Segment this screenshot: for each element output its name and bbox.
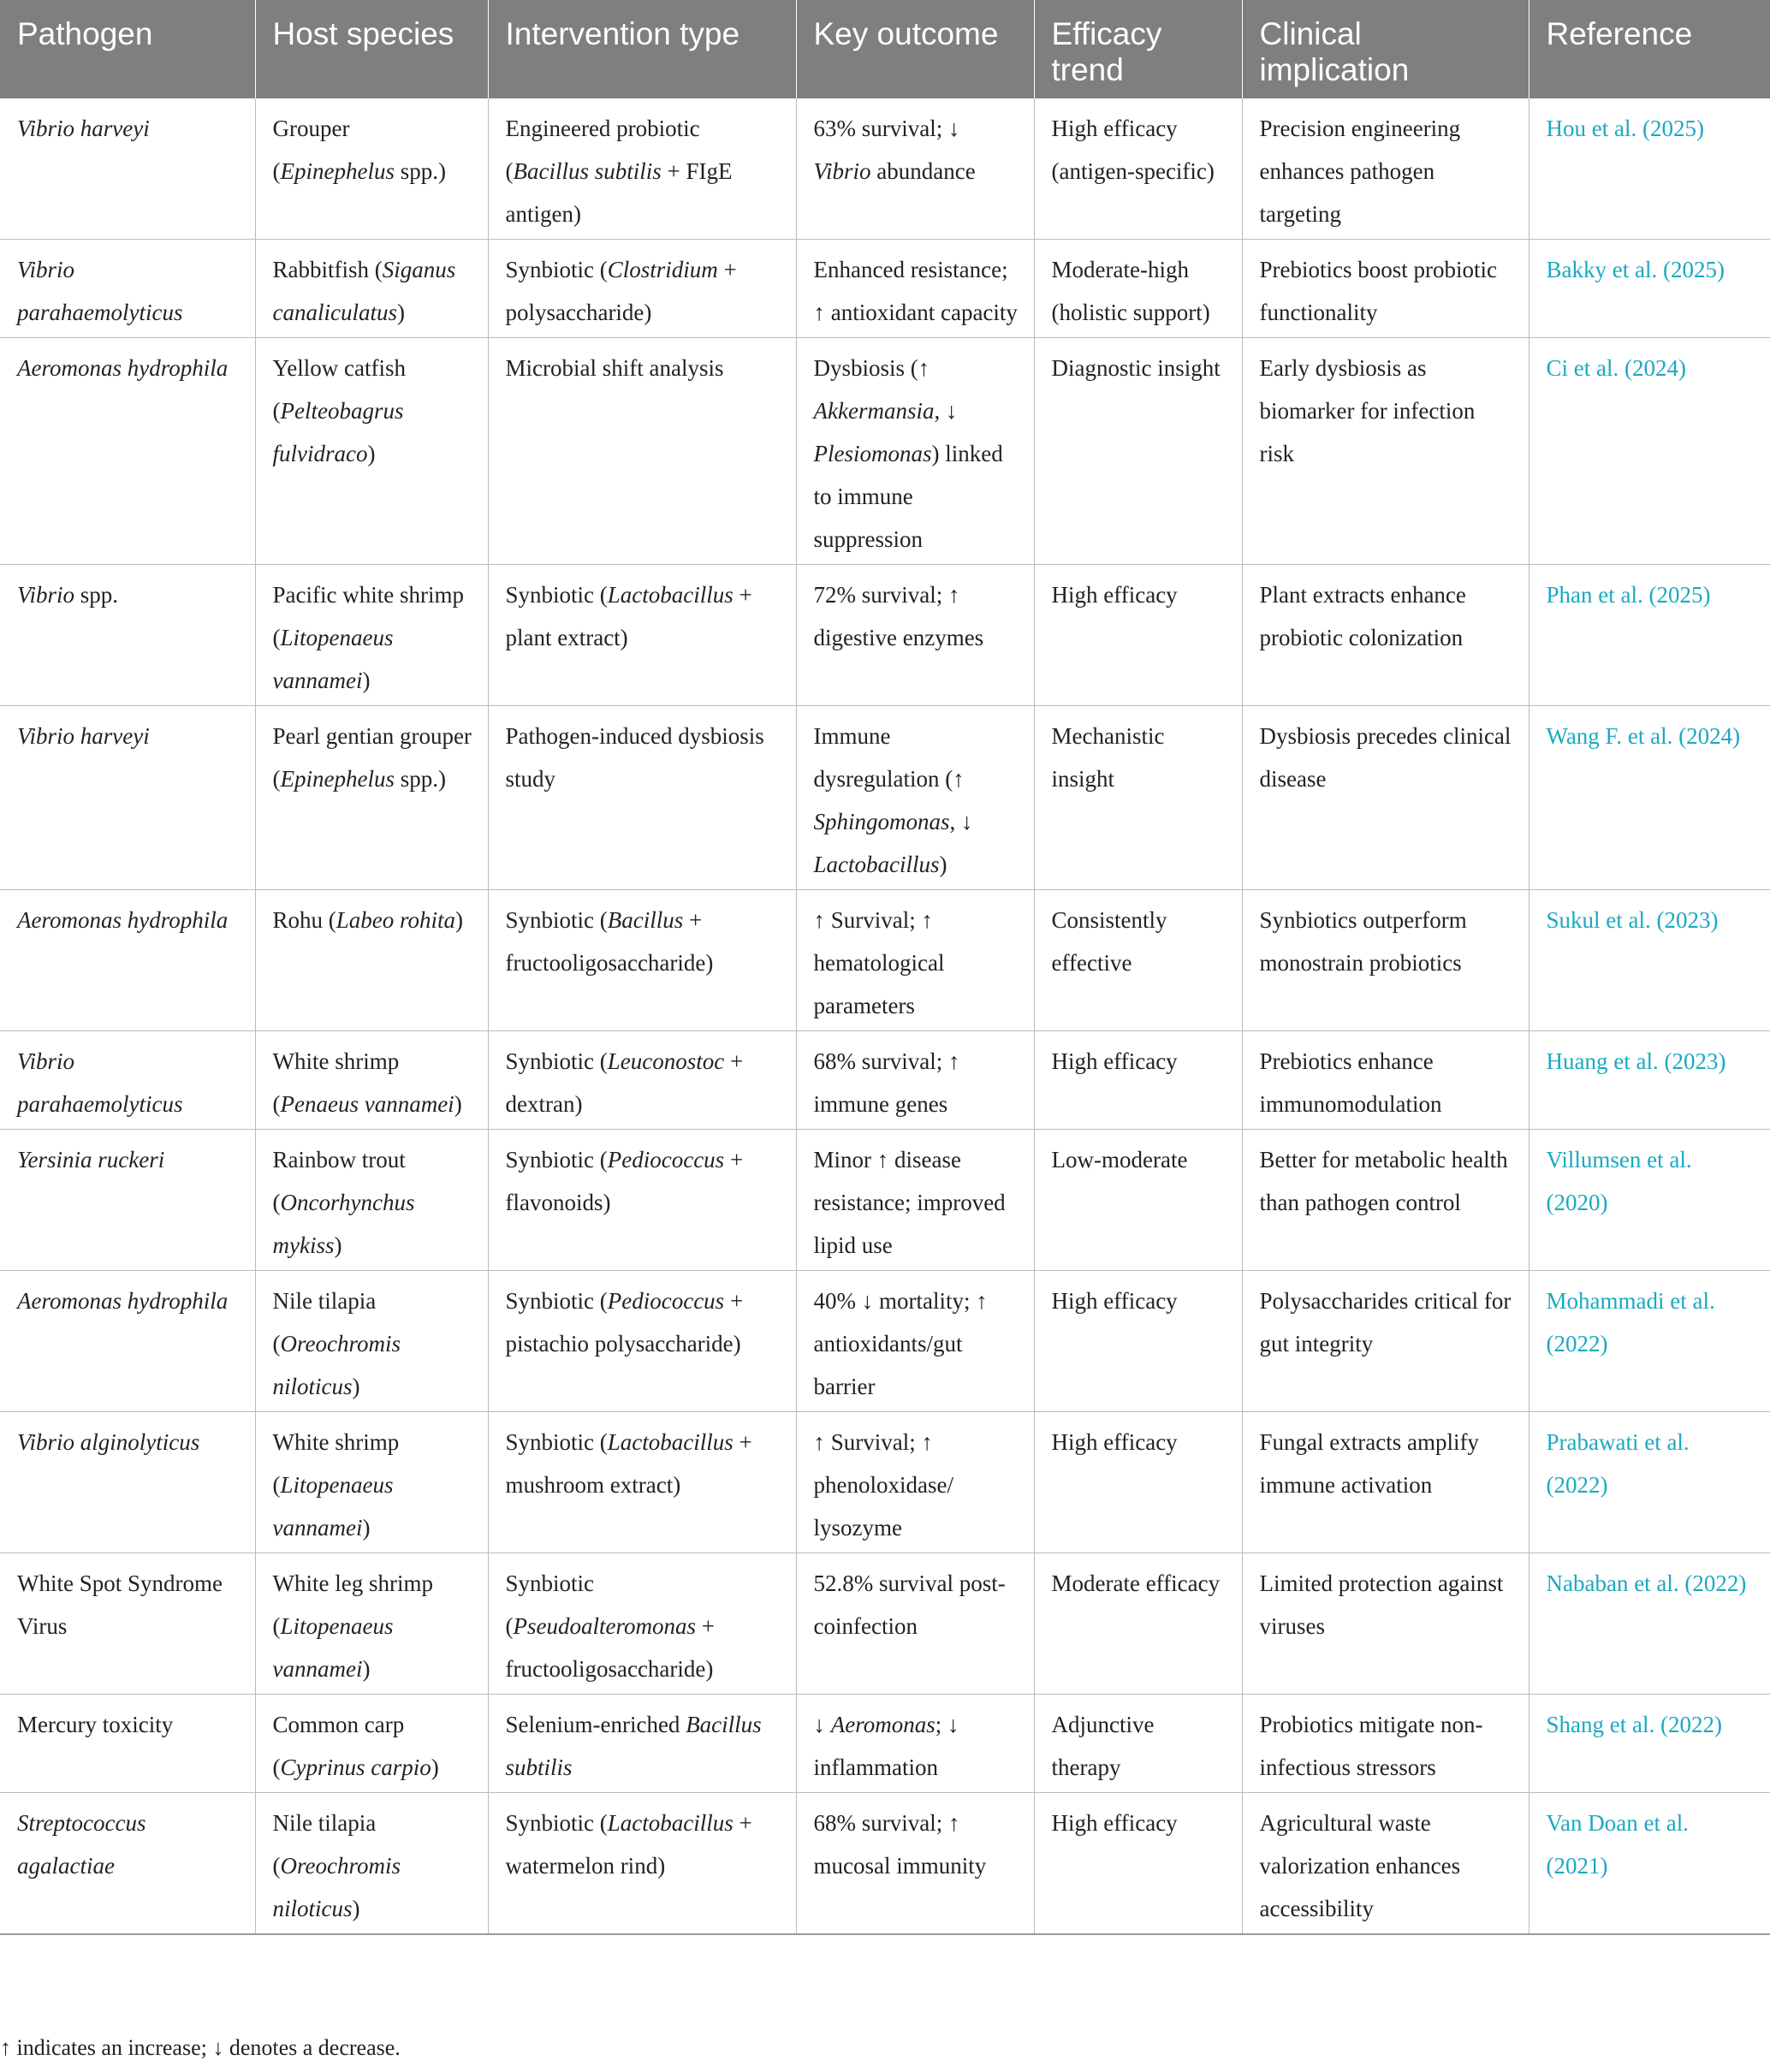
cell-efficacy-trend: Diagnostic insight (1034, 338, 1242, 565)
text-segment: Oncorhynchus mykiss (272, 1190, 415, 1258)
cell-key-outcome (796, 1695, 1034, 1793)
cell-intervention-type (488, 1553, 796, 1695)
cell-clinical-implication: Plant extracts enhance probiotic colonization (1242, 565, 1529, 706)
cell-clinical-implication: Agricultural waste valorization enhances accessibility (1242, 1793, 1529, 1935)
header-host-species: Host species (255, 0, 488, 98)
cell-reference-link[interactable]: Huang et al. (2023) (1529, 1031, 1770, 1130)
header-intervention-type: Intervention type (488, 0, 796, 98)
text-segment: Litopenaeus vannamei (272, 1613, 394, 1682)
header-key-outcome: Key outcome (796, 0, 1034, 98)
cell-reference-link[interactable]: Shang et al. (2022) (1529, 1695, 1770, 1793)
cell-reference-link[interactable]: Phan et al. (2025) (1529, 565, 1770, 706)
header-clinical-implication: Clinical implication (1242, 0, 1529, 98)
text-segment: Yellow catfish ( (272, 355, 407, 424)
cell-host-species (255, 1412, 488, 1553)
text-segment: Vibrio harveyi (17, 723, 150, 749)
text-segment: + plant extract) (505, 582, 752, 650)
text-segment: ) (362, 668, 371, 693)
text-segment: Labeo rohita (336, 907, 456, 933)
cell-key-outcome (796, 1130, 1034, 1271)
text-segment: ) (362, 1656, 371, 1682)
cell-clinical-implication: Probiotics mitigate non-infectious stressors (1242, 1695, 1529, 1793)
cell-clinical-implication: Synbiotics outperform monostrain probiotics (1242, 890, 1529, 1031)
cell-key-outcome (796, 1271, 1034, 1412)
cell-key-outcome (796, 1031, 1034, 1130)
text-segment: ) (352, 1896, 360, 1921)
cell-reference-link[interactable]: Wang F. et al. (2024) (1529, 706, 1770, 890)
cell-host-species (255, 338, 488, 565)
text-segment: Epinephelus (280, 766, 395, 792)
cell-pathogen (0, 1793, 255, 1935)
text-segment: Pseudoalteromonas (513, 1613, 696, 1639)
text-segment: 63% survival; ↓ (813, 116, 960, 141)
text-segment: Bacillus subtilis (513, 158, 662, 184)
cell-host-species (255, 98, 488, 240)
cell-host-species (255, 1130, 488, 1271)
text-segment: Lactobacillus (813, 852, 940, 877)
text-segment: Sphingomonas (813, 809, 950, 834)
text-segment: Aeromonas hydrophila (17, 355, 229, 381)
cell-key-outcome (796, 1793, 1034, 1935)
table-row (0, 338, 1770, 565)
cell-key-outcome (796, 1553, 1034, 1695)
cell-intervention-type (488, 1031, 796, 1130)
text-segment: Oreochromis niloticus (272, 1853, 401, 1921)
text-segment: + fructooligosaccharide) (505, 1613, 715, 1682)
cell-key-outcome (796, 1412, 1034, 1553)
cell-reference-link[interactable]: Hou et al. (2025) (1529, 98, 1770, 240)
text-segment: Vibrio harveyi (17, 116, 150, 141)
header-pathogen: Pathogen (17, 16, 153, 51)
cell-reference-link[interactable]: Sukul et al. (2023) (1529, 890, 1770, 1031)
cell-pathogen (0, 240, 255, 338)
cell-intervention-type (488, 890, 796, 1031)
text-segment: Rabbitfish ( (272, 257, 383, 282)
text-segment: Oreochromis niloticus (272, 1331, 401, 1399)
text-segment: ) (939, 852, 947, 877)
cell-efficacy-trend: Mechanistic insight (1034, 706, 1242, 890)
cell-efficacy-trend: High efficacy (1034, 1271, 1242, 1412)
cell-clinical-implication: Prebiotics boost probiotic functionality (1242, 240, 1529, 338)
text-segment: 72% survival; ↑ digestive enzymes (813, 582, 984, 650)
cell-pathogen (0, 1412, 255, 1553)
text-segment: ) (362, 1515, 371, 1541)
text-segment: ) (455, 907, 464, 933)
cell-pathogen (0, 1031, 255, 1130)
cell-reference-link[interactable]: Bakky et al. (2025) (1529, 240, 1770, 338)
cell-efficacy-trend: High efficacy (1034, 1412, 1242, 1553)
table-row (0, 1553, 1770, 1695)
cell-key-outcome (796, 565, 1034, 706)
cell-reference-link[interactable]: Van Doan et al. (2021) (1529, 1793, 1770, 1935)
table-row (0, 1695, 1770, 1793)
cell-clinical-implication: Precision engineering enhances pathogen targeting (1242, 98, 1529, 240)
text-segment: Pacific white shrimp ( (272, 582, 464, 650)
text-segment: + fructooligosaccharide) (505, 907, 714, 976)
text-segment: ) linked to immune suppression (813, 441, 1003, 552)
cell-pathogen (0, 1130, 255, 1271)
table-row (0, 98, 1770, 240)
text-segment: Synbiotic ( (505, 1570, 595, 1639)
text-segment: Synbiotic ( (505, 257, 608, 282)
text-segment: + mushroom extract) (505, 1429, 752, 1498)
cell-efficacy-trend: Adjunctive therapy (1034, 1695, 1242, 1793)
text-segment: ) (454, 1091, 462, 1117)
text-segment: Engineered probiotic ( (505, 116, 700, 184)
cell-reference-link[interactable]: Ci et al. (2024) (1529, 338, 1770, 565)
cell-clinical-implication: Better for metabolic health than pathogen control (1242, 1130, 1529, 1271)
cell-intervention-type (488, 1130, 796, 1271)
cell-host-species (255, 1793, 488, 1935)
cell-key-outcome (796, 706, 1034, 890)
table-footnote: ↑ indicates an increase; ↓ denotes a decrease. (0, 2035, 401, 2060)
cell-intervention-type (488, 1695, 796, 1793)
cell-reference-link[interactable]: Nababan et al. (2022) (1529, 1553, 1770, 1695)
cell-key-outcome (796, 240, 1034, 338)
cell-intervention-type (488, 98, 796, 240)
cell-host-species (255, 565, 488, 706)
text-segment: Penaeus vannamei (280, 1091, 454, 1117)
cell-host-species (255, 1271, 488, 1412)
text-segment: abundance (870, 158, 976, 184)
text-segment: 68% survival; ↑ mucosal immunity (813, 1810, 987, 1879)
text-segment: 52.8% survival post-coinfection (813, 1570, 1006, 1639)
cell-efficacy-trend: High efficacy (1034, 1793, 1242, 1935)
cell-efficacy-trend: High efficacy (antigen-specific) (1034, 98, 1242, 240)
cell-clinical-implication: Dysbiosis precedes clinical disease (1242, 706, 1529, 890)
table-row (0, 1130, 1770, 1271)
text-segment: Yersinia ruckeri (17, 1147, 165, 1173)
text-segment: spp.) (394, 766, 446, 792)
text-segment: Cyprinus carpio (280, 1754, 431, 1780)
cell-reference-link[interactable]: Villumsen et al. (2020) (1529, 1130, 1770, 1271)
text-segment: White leg shrimp ( (272, 1570, 433, 1639)
text-segment: Vibrio parahaemolyticus (17, 1048, 183, 1117)
text-segment: Lactobacillus (607, 1810, 734, 1836)
cell-intervention-type (488, 338, 796, 565)
text-segment: Enhanced resistance; ↑ antioxidant capacity (813, 257, 1018, 325)
text-segment: Clostridium (607, 257, 718, 282)
cell-host-species (255, 706, 488, 890)
text-segment: Siganus canaliculatus (272, 257, 456, 325)
cell-pathogen (0, 1695, 255, 1793)
text-segment: + polysaccharide) (505, 257, 737, 325)
table-row (0, 1793, 1770, 1935)
text-segment: Selenium-enriched (505, 1712, 686, 1737)
text-segment: spp. (74, 582, 119, 608)
cell-intervention-type (488, 1412, 796, 1553)
text-segment: Lactobacillus (607, 582, 734, 608)
text-segment: Vibrio parahaemolyticus (17, 257, 183, 325)
cell-host-species (255, 1031, 488, 1130)
cell-host-species (255, 890, 488, 1031)
table-row (0, 1412, 1770, 1553)
text-segment: Synbiotic ( (505, 1429, 608, 1455)
text-segment: Pearl gentian grouper ( (272, 723, 472, 792)
cell-key-outcome (796, 890, 1034, 1031)
text-segment: Minor ↑ disease resistance; improved lipid use (813, 1147, 1006, 1258)
text-segment: Immune dysregulation (↑ (813, 723, 965, 792)
cell-intervention-type (488, 1793, 796, 1935)
cell-efficacy-trend: Moderate efficacy (1034, 1553, 1242, 1695)
text-segment: Litopenaeus vannamei (272, 625, 394, 693)
cell-clinical-implication: Early dysbiosis as biomarker for infection risk (1242, 338, 1529, 565)
table-header (0, 0, 1770, 98)
text-segment: Synbiotic ( (505, 907, 608, 933)
cell-intervention-type (488, 565, 796, 706)
text-segment: Plesiomonas (813, 441, 932, 466)
cell-host-species (255, 240, 488, 338)
text-segment: + pistachio polysaccharide) (505, 1288, 744, 1357)
header-row (0, 0, 1770, 98)
text-segment: ) (352, 1374, 360, 1399)
table-row (0, 706, 1770, 890)
text-segment: Grouper ( (272, 116, 350, 184)
text-segment: Lactobacillus (607, 1429, 734, 1455)
text-segment: Pelteobagrus fulvidraco (272, 398, 404, 466)
text-segment: Nile tilapia ( (272, 1288, 377, 1357)
text-segment: ↓ (813, 1712, 831, 1737)
text-segment: Leuconostoc (607, 1048, 725, 1074)
text-segment: Common carp ( (272, 1712, 405, 1780)
table-row (0, 1031, 1770, 1130)
text-segment: ) (431, 1754, 439, 1780)
header-efficacy-trend: Efficacy trend (1034, 0, 1242, 98)
cell-intervention-type (488, 1271, 796, 1412)
text-segment: Vibrio (17, 582, 74, 608)
cell-key-outcome (796, 98, 1034, 240)
text-segment: Rainbow trout ( (272, 1147, 406, 1215)
text-segment: Microbial shift analysis (505, 355, 724, 381)
text-segment: Bacillus subtilis (505, 1712, 762, 1780)
text-segment: spp.) (394, 158, 446, 184)
text-segment: Mercury toxicity (17, 1712, 174, 1737)
text-segment: + watermelon rind) (505, 1810, 752, 1879)
cell-efficacy-trend: High efficacy (1034, 565, 1242, 706)
cell-host-species (255, 1695, 488, 1793)
text-segment: ) (334, 1232, 342, 1258)
text-segment: Streptococcus agalactiae (17, 1810, 146, 1879)
cell-pathogen (0, 1553, 255, 1695)
cell-pathogen (0, 338, 255, 565)
text-segment: Synbiotic ( (505, 1147, 608, 1173)
text-segment: Pediococcus (607, 1147, 725, 1173)
text-segment: Synbiotic ( (505, 582, 608, 608)
text-segment: 40% ↓ mortality; ↑ antioxidants/gut barrier (813, 1288, 988, 1399)
text-segment: ; ↓ inflammation (813, 1712, 959, 1780)
cell-pathogen (0, 706, 255, 890)
text-segment: White shrimp ( (272, 1429, 400, 1498)
table-body (0, 98, 1770, 1934)
cell-clinical-implication: Prebiotics enhance immunomodulation (1242, 1031, 1529, 1130)
text-segment: Synbiotic ( (505, 1810, 608, 1836)
text-segment: + flavonoids) (505, 1147, 744, 1215)
text-segment: Pediococcus (607, 1288, 725, 1314)
text-segment: Nile tilapia ( (272, 1810, 377, 1879)
text-segment: ↑ Survival; ↑ hematological parameters (813, 907, 945, 1018)
cell-efficacy-trend: High efficacy (1034, 1031, 1242, 1130)
cell-efficacy-trend: Low-moderate (1034, 1130, 1242, 1271)
cell-intervention-type (488, 240, 796, 338)
text-segment: , ↓ (949, 809, 973, 834)
cell-pathogen (0, 890, 255, 1031)
text-segment: Pathogen-induced dysbiosis study (505, 723, 764, 792)
text-segment: Epinephelus (280, 158, 395, 184)
cell-pathogen (0, 1271, 255, 1412)
text-segment: Akkermansia (813, 398, 935, 424)
text-segment: Aeromonas hydrophila (17, 1288, 229, 1314)
cell-pathogen (0, 98, 255, 240)
text-segment: White Spot Syndrome Virus (17, 1570, 223, 1639)
text-segment: Aeromonas hydrophila (17, 907, 229, 933)
text-segment: , ↓ (934, 398, 958, 424)
cell-clinical-implication: Fungal extracts amplify immune activation (1242, 1412, 1529, 1553)
table-row (0, 240, 1770, 338)
text-segment: 68% survival; ↑ immune genes (813, 1048, 960, 1117)
cell-efficacy-trend: Moderate-high (holistic support) (1034, 240, 1242, 338)
cell-reference-link[interactable]: Mohammadi et al. (2022) (1529, 1271, 1770, 1412)
text-segment: Bacillus (607, 907, 684, 933)
text-segment: ) (396, 300, 405, 325)
header-reference: Reference (1529, 0, 1770, 98)
text-segment: Synbiotic ( (505, 1288, 608, 1314)
table-row (0, 1271, 1770, 1412)
cell-efficacy-trend: Consistently effective (1034, 890, 1242, 1031)
cell-key-outcome (796, 338, 1034, 565)
text-segment: + dextran) (505, 1048, 744, 1117)
cell-intervention-type (488, 706, 796, 890)
text-segment: ) (367, 441, 376, 466)
text-segment: Aeromonas (830, 1712, 935, 1737)
text-segment: Dysbiosis (↑ (813, 355, 930, 381)
text-segment: Vibrio alginolyticus (17, 1429, 200, 1455)
text-segment: Rohu ( (272, 907, 336, 933)
text-segment: Synbiotic ( (505, 1048, 608, 1074)
table-row (0, 565, 1770, 706)
cell-clinical-implication: Limited protection against viruses (1242, 1553, 1529, 1695)
text-segment: + FIgE antigen) (505, 158, 733, 227)
text-segment: ↑ Survival; ↑ phenoloxidase/ lysozyme (813, 1429, 953, 1541)
cell-reference-link[interactable]: Prabawati et al. (2022) (1529, 1412, 1770, 1553)
cell-clinical-implication: Polysaccharides critical for gut integrity (1242, 1271, 1529, 1412)
table-row (0, 890, 1770, 1031)
text-segment: Litopenaeus vannamei (272, 1472, 394, 1541)
cell-host-species (255, 1553, 488, 1695)
cell-pathogen (0, 565, 255, 706)
text-segment: Vibrio (813, 158, 871, 184)
text-segment: White shrimp ( (272, 1048, 400, 1117)
